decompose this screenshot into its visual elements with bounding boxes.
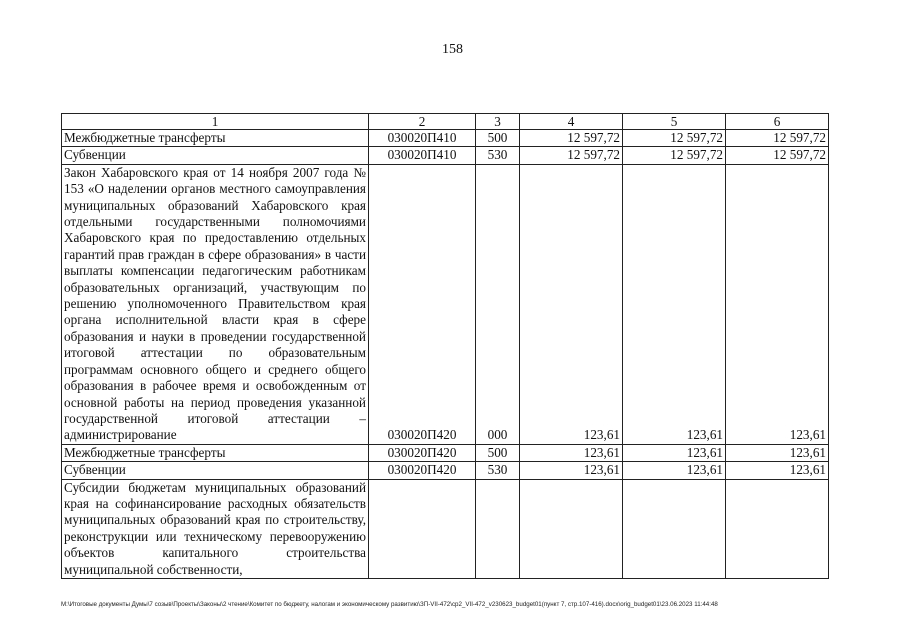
column-header: 1 bbox=[62, 114, 369, 130]
amount-col4: 12 597,72 bbox=[520, 147, 623, 164]
page-number: 158 bbox=[442, 42, 463, 57]
document-file-path: M:\Итоговые документы Думы\7 созыв\Проекты\Законы\2 чтение\Комитет по бюджету, налогам и экономическому развитию\ЗП-VII-472\ср2_VII-472_v230623_budget01(пункт 7, стр.107-416).docx\orig_budget01\23.06.2023 11:44:48 bbox=[61, 601, 718, 608]
amount-col4 bbox=[520, 479, 623, 578]
table-row bbox=[62, 444, 829, 461]
amount-col6: 123,61 bbox=[726, 164, 829, 444]
amount-col6: 123,61 bbox=[726, 444, 829, 461]
budget-table bbox=[61, 113, 829, 579]
amount-col5: 12 597,72 bbox=[623, 130, 726, 147]
amount-col4: 12 597,72 bbox=[520, 130, 623, 147]
table-header-row bbox=[62, 114, 829, 130]
amount-col6: 12 597,72 bbox=[726, 130, 829, 147]
target-article-code: 030020П420 bbox=[369, 164, 476, 444]
amount-col4: 123,61 bbox=[520, 164, 623, 444]
expense-type-code: 000 bbox=[476, 164, 520, 444]
amount-col5: 123,61 bbox=[623, 444, 726, 461]
expense-type-code bbox=[476, 479, 520, 578]
target-article-code: 030020П420 bbox=[369, 444, 476, 461]
expense-type-code: 500 bbox=[476, 130, 520, 147]
amount-col6: 123,61 bbox=[726, 462, 829, 479]
row-description: Субвенции bbox=[62, 462, 369, 479]
target-article-code: 030020П420 bbox=[369, 462, 476, 479]
amount-col6: 12 597,72 bbox=[726, 147, 829, 164]
amount-col6 bbox=[726, 479, 829, 578]
expense-type-code: 530 bbox=[476, 462, 520, 479]
column-header: 6 bbox=[726, 114, 829, 130]
row-description: Межбюджетные трансферты bbox=[62, 130, 369, 147]
amount-col4: 123,61 bbox=[520, 444, 623, 461]
expense-type-code: 530 bbox=[476, 147, 520, 164]
row-description: Межбюджетные трансферты bbox=[62, 444, 369, 461]
column-header: 2 bbox=[369, 114, 476, 130]
amount-col5: 12 597,72 bbox=[623, 147, 726, 164]
row-description: Субвенции bbox=[62, 147, 369, 164]
amount-col4: 123,61 bbox=[520, 462, 623, 479]
table-row bbox=[62, 130, 829, 147]
column-header: 5 bbox=[623, 114, 726, 130]
table-row bbox=[62, 164, 829, 444]
table-row bbox=[62, 462, 829, 479]
table-row bbox=[62, 147, 829, 164]
table-row bbox=[62, 479, 829, 578]
target-article-code bbox=[369, 479, 476, 578]
amount-col5: 123,61 bbox=[623, 164, 726, 444]
amount-col5 bbox=[623, 479, 726, 578]
column-header: 4 bbox=[520, 114, 623, 130]
expense-type-code: 500 bbox=[476, 444, 520, 461]
amount-col5: 123,61 bbox=[623, 462, 726, 479]
target-article-code: 030020П410 bbox=[369, 147, 476, 164]
target-article-code: 030020П410 bbox=[369, 130, 476, 147]
row-description: Субсидии бюджетам муниципальных образований края на софинансирование расходных обязательств муниципальных образований края по строительству, реконструкции или техническому перевооружению объектов капитального строительства муниципальной собственности, bbox=[62, 479, 369, 578]
column-header: 3 bbox=[476, 114, 520, 130]
row-description: Закон Хабаровского края от 14 ноября 2007 года № 153 «О наделении органов местного самоуправления муниципальных образований Хабаровского края отдельными государственными полномочиями Хабаровского края по предоставлению отдельных гарантий прав граждан в сфере образования» в части выплаты компенсации педагогическим работникам образовательных организаций, участвующим по решению уполномоченного Правительством края органа исполнительной власти края в сфере образования и науки в проведении государственной итоговой аттестации по образовательным программам основного общего и среднего общего образования в рабочее время и освобожденным от основной работы на период проведения указанной государственной итоговой аттестации – администрирование bbox=[62, 164, 369, 444]
